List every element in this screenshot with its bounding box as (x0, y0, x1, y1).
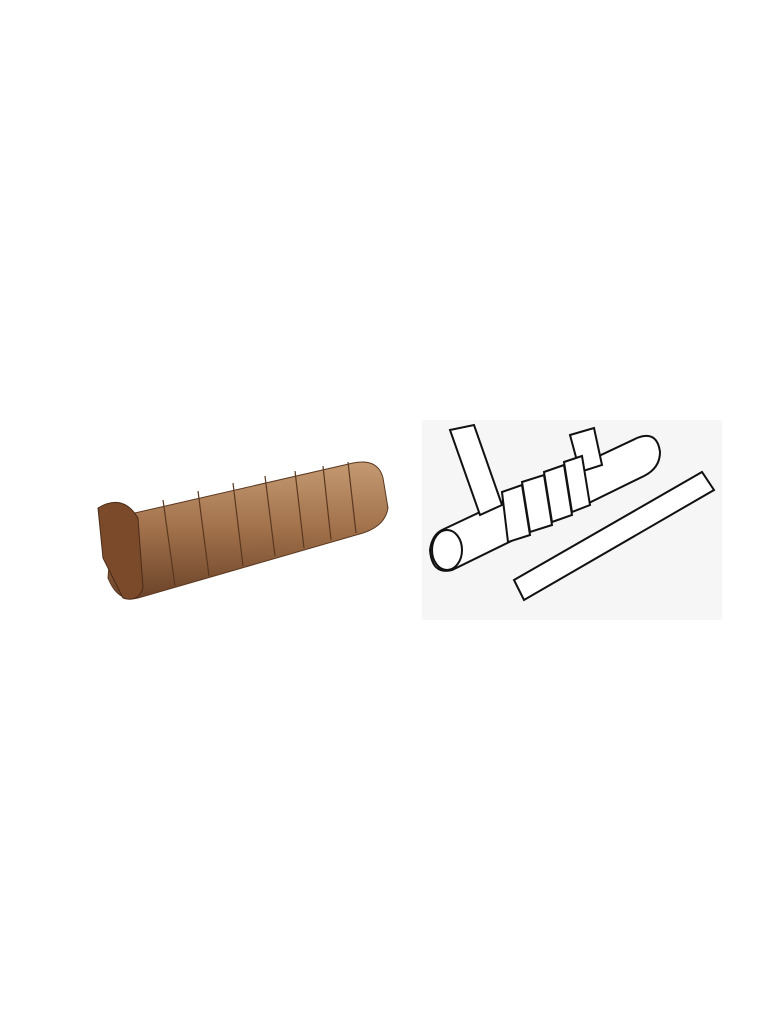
scytale-drawing-image (422, 420, 722, 620)
scytale-photo-image (93, 438, 393, 608)
